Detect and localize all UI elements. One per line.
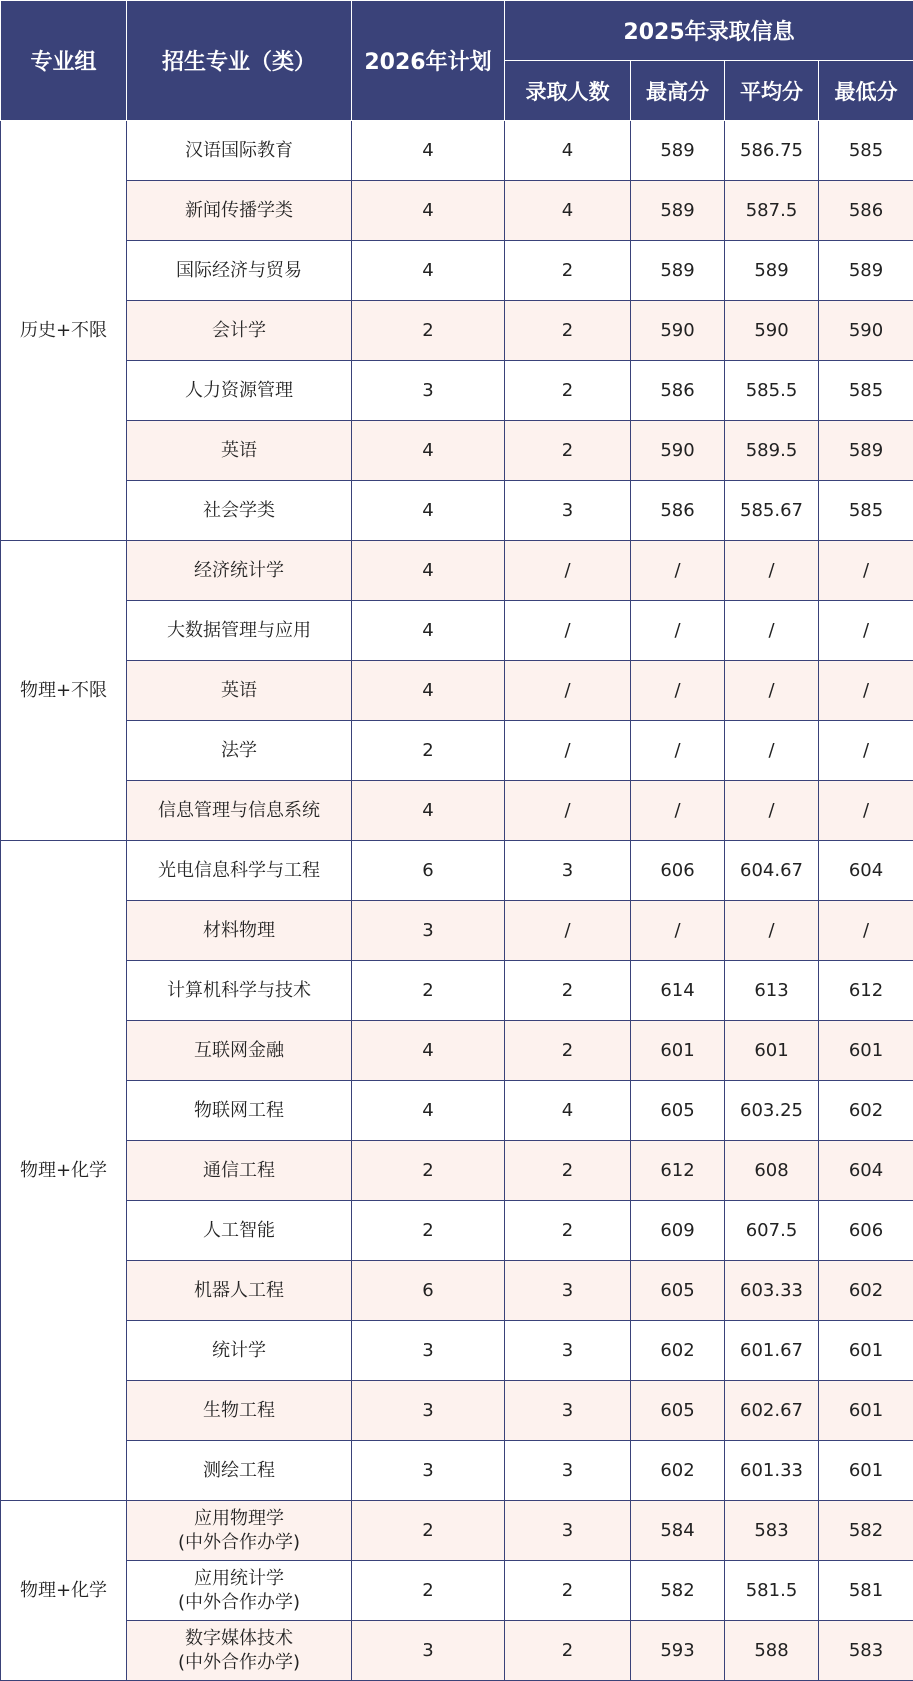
avg-score-cell: / [725, 661, 819, 721]
max-score-cell: 586 [631, 481, 725, 541]
major-cell: 物联网工程 [127, 1081, 352, 1141]
plan-cell: 2 [352, 721, 505, 781]
major-cell: 经济统计学 [127, 541, 352, 601]
max-score-cell: 614 [631, 961, 725, 1021]
group-cell: 物理+不限 [1, 541, 127, 841]
major-cell: 新闻传播学类 [127, 181, 352, 241]
table-row [1, 1321, 913, 1381]
avg-score-cell: 583 [725, 1501, 819, 1561]
admitted-cell: 3 [505, 1381, 631, 1441]
avg-score-cell: 602.67 [725, 1381, 819, 1441]
major-cell: 测绘工程 [127, 1441, 352, 1501]
table-row [1, 1081, 913, 1141]
major-cell: 英语 [127, 421, 352, 481]
major-cell: 统计学 [127, 1321, 352, 1381]
major-note: (中外合作办学) [177, 1531, 301, 1553]
table-row [1, 481, 913, 541]
major-name: 数字媒体技术 [185, 1627, 293, 1649]
avg-score-cell: 601.67 [725, 1321, 819, 1381]
major-name: 应用物理学 [194, 1507, 284, 1529]
major-name: 应用统计学 [194, 1567, 284, 1589]
avg-score-cell: 585.67 [725, 481, 819, 541]
major-cell: 机器人工程 [127, 1261, 352, 1321]
plan-cell: 4 [352, 121, 505, 181]
max-score-cell: 584 [631, 1501, 725, 1561]
major-cell: 汉语国际教育 [127, 121, 352, 181]
max-score-cell: 606 [631, 841, 725, 901]
group-cell: 物理+化学 [1, 1501, 127, 1681]
admitted-cell: 2 [505, 1621, 631, 1681]
group-cell: 历史+不限 [1, 121, 127, 541]
table-body [1, 121, 913, 1681]
major-cell [127, 1621, 352, 1681]
table-row [1, 121, 913, 181]
major-note: (中外合作办学) [177, 1651, 301, 1673]
table-row [1, 841, 913, 901]
avg-score-cell: 590 [725, 301, 819, 361]
max-score-cell: 593 [631, 1621, 725, 1681]
max-score-cell: 586 [631, 361, 725, 421]
min-score-cell: 582 [819, 1501, 913, 1561]
plan-cell: 3 [352, 1441, 505, 1501]
admitted-cell: 2 [505, 361, 631, 421]
table-row [1, 1501, 913, 1561]
min-score-cell: / [819, 661, 913, 721]
table-row [1, 601, 913, 661]
avg-score-cell: 613 [725, 961, 819, 1021]
plan-cell: 2 [352, 301, 505, 361]
admitted-cell: 3 [505, 1441, 631, 1501]
avg-score-cell: / [725, 721, 819, 781]
table-row [1, 301, 913, 361]
avg-score-cell: 601.33 [725, 1441, 819, 1501]
major-note: (中外合作办学) [177, 1591, 301, 1613]
table-row [1, 961, 913, 1021]
min-score-cell: / [819, 541, 913, 601]
min-score-cell: 601 [819, 1381, 913, 1441]
plan-cell: 3 [352, 1381, 505, 1441]
admitted-cell: / [505, 721, 631, 781]
min-score-cell: 589 [819, 241, 913, 301]
avg-score-cell: 608 [725, 1141, 819, 1201]
plan-cell: 2 [352, 1561, 505, 1621]
plan-cell: 2 [352, 1141, 505, 1201]
avg-score-cell: / [725, 541, 819, 601]
min-score-cell: 586 [819, 181, 913, 241]
admitted-cell: / [505, 901, 631, 961]
min-score-cell: 601 [819, 1021, 913, 1081]
max-score-cell: 609 [631, 1201, 725, 1261]
plan-cell: 4 [352, 541, 505, 601]
table-row [1, 1621, 913, 1681]
max-score-cell: 589 [631, 121, 725, 181]
table-row [1, 661, 913, 721]
admitted-cell: 2 [505, 1141, 631, 1201]
admitted-cell: 2 [505, 961, 631, 1021]
avg-score-cell: / [725, 601, 819, 661]
max-score-cell: / [631, 601, 725, 661]
admitted-cell: 2 [505, 1201, 631, 1261]
table-row [1, 421, 913, 481]
major-cell: 英语 [127, 661, 352, 721]
admitted-cell: 2 [505, 301, 631, 361]
max-score-cell: 605 [631, 1381, 725, 1441]
min-score-cell: / [819, 781, 913, 841]
avg-score-cell: / [725, 901, 819, 961]
table-row [1, 1141, 913, 1201]
major-cell: 通信工程 [127, 1141, 352, 1201]
admitted-cell: 2 [505, 1021, 631, 1081]
plan-cell: 6 [352, 1261, 505, 1321]
min-score-cell: 604 [819, 841, 913, 901]
max-score-cell: / [631, 721, 725, 781]
admitted-cell: 4 [505, 1081, 631, 1141]
avg-score-cell: 604.67 [725, 841, 819, 901]
min-score-cell: 581 [819, 1561, 913, 1621]
table-row [1, 181, 913, 241]
plan-cell: 4 [352, 181, 505, 241]
plan-cell: 3 [352, 361, 505, 421]
header-plan: 2026年计划 [352, 1, 505, 121]
header-admitted: 录取人数 [505, 61, 631, 121]
table-row [1, 1201, 913, 1261]
table-row [1, 721, 913, 781]
major-cell: 人工智能 [127, 1201, 352, 1261]
table-row [1, 241, 913, 301]
avg-score-cell: 607.5 [725, 1201, 819, 1261]
major-cell: 国际经济与贸易 [127, 241, 352, 301]
admitted-cell: 2 [505, 421, 631, 481]
plan-cell: 2 [352, 1501, 505, 1561]
min-score-cell: / [819, 721, 913, 781]
max-score-cell: 602 [631, 1321, 725, 1381]
admitted-cell: 4 [505, 181, 631, 241]
plan-cell: 2 [352, 1201, 505, 1261]
min-score-cell: / [819, 601, 913, 661]
max-score-cell: 605 [631, 1261, 725, 1321]
admitted-cell: 3 [505, 841, 631, 901]
admitted-cell: 4 [505, 121, 631, 181]
table-row [1, 1561, 913, 1621]
major-cell: 会计学 [127, 301, 352, 361]
table-row [1, 781, 913, 841]
major-cell: 法学 [127, 721, 352, 781]
max-score-cell: / [631, 901, 725, 961]
plan-cell: 4 [352, 1021, 505, 1081]
header-group: 专业组 [1, 1, 127, 121]
table-row [1, 541, 913, 601]
min-score-cell: 585 [819, 481, 913, 541]
avg-score-cell: 588 [725, 1621, 819, 1681]
max-score-cell: 589 [631, 241, 725, 301]
max-score-cell: 602 [631, 1441, 725, 1501]
min-score-cell: 601 [819, 1321, 913, 1381]
min-score-cell: 602 [819, 1261, 913, 1321]
plan-cell: 4 [352, 421, 505, 481]
table-row [1, 1261, 913, 1321]
max-score-cell: 589 [631, 181, 725, 241]
plan-cell: 4 [352, 781, 505, 841]
min-score-cell: 606 [819, 1201, 913, 1261]
min-score-cell: 602 [819, 1081, 913, 1141]
major-cell: 光电信息科学与工程 [127, 841, 352, 901]
admitted-cell: / [505, 601, 631, 661]
max-score-cell: / [631, 541, 725, 601]
admitted-cell: 3 [505, 481, 631, 541]
plan-cell: 4 [352, 241, 505, 301]
plan-cell: 6 [352, 841, 505, 901]
plan-cell: 4 [352, 481, 505, 541]
header-max: 最高分 [631, 61, 725, 121]
min-score-cell: 585 [819, 121, 913, 181]
max-score-cell: / [631, 661, 725, 721]
table-row [1, 1441, 913, 1501]
major-cell: 互联网金融 [127, 1021, 352, 1081]
avg-score-cell: 581.5 [725, 1561, 819, 1621]
avg-score-cell: 585.5 [725, 361, 819, 421]
min-score-cell: 589 [819, 421, 913, 481]
major-cell: 信息管理与信息系统 [127, 781, 352, 841]
max-score-cell: 612 [631, 1141, 725, 1201]
avg-score-cell: 601 [725, 1021, 819, 1081]
min-score-cell: 612 [819, 961, 913, 1021]
header-min: 最低分 [819, 61, 913, 121]
max-score-cell: 582 [631, 1561, 725, 1621]
plan-cell: 2 [352, 961, 505, 1021]
avg-score-cell: 603.33 [725, 1261, 819, 1321]
min-score-cell: 604 [819, 1141, 913, 1201]
major-cell [127, 1561, 352, 1621]
header-avg: 平均分 [725, 61, 819, 121]
major-cell: 社会学类 [127, 481, 352, 541]
admitted-cell: 2 [505, 241, 631, 301]
avg-score-cell: 589 [725, 241, 819, 301]
admitted-cell: 3 [505, 1501, 631, 1561]
plan-cell: 4 [352, 661, 505, 721]
min-score-cell: 590 [819, 301, 913, 361]
table-header [1, 1, 913, 121]
min-score-cell: 601 [819, 1441, 913, 1501]
admitted-cell: / [505, 781, 631, 841]
plan-cell: 4 [352, 1081, 505, 1141]
major-cell: 大数据管理与应用 [127, 601, 352, 661]
plan-cell: 3 [352, 1321, 505, 1381]
avg-score-cell: 587.5 [725, 181, 819, 241]
major-cell: 生物工程 [127, 1381, 352, 1441]
admitted-cell: 3 [505, 1261, 631, 1321]
avg-score-cell: 586.75 [725, 121, 819, 181]
major-cell [127, 1501, 352, 1561]
max-score-cell: 590 [631, 301, 725, 361]
table-row [1, 361, 913, 421]
admitted-cell: / [505, 541, 631, 601]
max-score-cell: 590 [631, 421, 725, 481]
avg-score-cell: 603.25 [725, 1081, 819, 1141]
table-row [1, 1381, 913, 1441]
plan-cell: 4 [352, 601, 505, 661]
admitted-cell: / [505, 661, 631, 721]
avg-score-cell: / [725, 781, 819, 841]
admitted-cell: 2 [505, 1561, 631, 1621]
min-score-cell: / [819, 901, 913, 961]
major-cell: 材料物理 [127, 901, 352, 961]
plan-cell: 3 [352, 901, 505, 961]
table-row [1, 1021, 913, 1081]
header-major: 招生专业（类） [127, 1, 352, 121]
min-score-cell: 583 [819, 1621, 913, 1681]
group-cell: 物理+化学 [1, 841, 127, 1501]
min-score-cell: 585 [819, 361, 913, 421]
admitted-cell: 3 [505, 1321, 631, 1381]
table-row [1, 901, 913, 961]
major-cell: 计算机科学与技术 [127, 961, 352, 1021]
max-score-cell: / [631, 781, 725, 841]
avg-score-cell: 589.5 [725, 421, 819, 481]
plan-cell: 3 [352, 1621, 505, 1681]
header-2025-info: 2025年录取信息 [505, 1, 913, 61]
max-score-cell: 605 [631, 1081, 725, 1141]
max-score-cell: 601 [631, 1021, 725, 1081]
major-cell: 人力资源管理 [127, 361, 352, 421]
